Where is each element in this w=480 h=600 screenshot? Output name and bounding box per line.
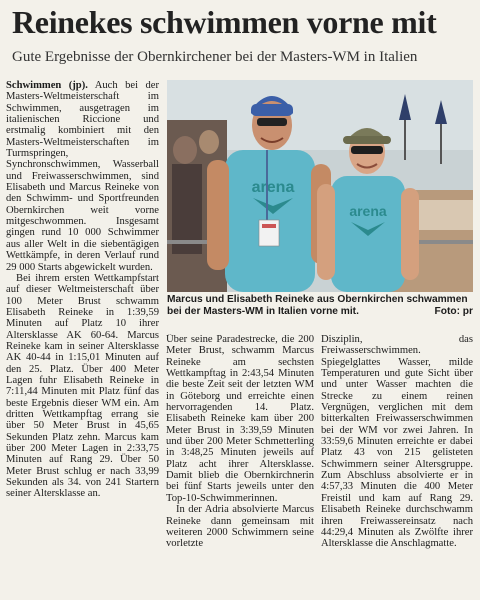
subheadline: Gute Ergebnisse der Obernkirchener bei der Masters-WM in Italien <box>12 49 418 65</box>
article-column-3 <box>321 334 473 598</box>
headline: Reinekes schwimmen vorne mit <box>12 4 437 40</box>
article-paragraph: Disziplin, das Freiwasserschwimmen. Spiegelglattes Wasser, milde Temperaturen und gute Sicht über und unter Wasser machten die Strecke zu einem reinen Vergnügen, verglichen mit dem bitterkalten Freiwasserschwimmen bei der WM vor zwei Jahren. In 33:59,6 Minuten erreichte er dabei Platz 43 von 215 gelisteten Schwimmern seiner Altersgruppe. Zum Abschluss absolvierte er in 4:57,33 Minuten die 400 Meter Freistil und kam auf Rang 29. Elisabeth Reineke durchschwamm ihren Freiwassereinsatz nach 44:29,4 Minuten als Zwölfte ihrer Altersklasse die Anschlagmatte. <box>321 334 473 550</box>
article-paragraph: In der Adria absolvierte Marcus Reineke dann gemeinsam mit weiteren 2000 Schwimmern seine vorletzte <box>166 504 314 550</box>
dateline: Schwimmen (jp). <box>6 80 88 91</box>
article-column-2 <box>166 334 314 598</box>
article-paragraph: Bei ihrem ersten Wettkampfstart auf dieser Weltmeisterschaft über 100 Meter Brust schwamm Elisabeth Reineke in 1:39,59 Minuten auf Platz 10 ihrer Altersklasse AK 60-64. Marcus Reineke kam in seiner Altersklasse AK 40-44 in 1:15,01 Minuten auf den 25. Platz. Über 400 Meter Lagen fuhr Elisabeth Reineke in 7:11,44 Minuten mit Platz fünf das beste Ergebnis dieser WM ein. Am dritten Wettkampftag errang sie über 50 Meter Brust in 45,65 Sekunden Platz zehn. Marcus kam über 200 Meter Lagen in 2:33,75 Minuten auf Rang 29. Über 50 Meter Brust schlug er nach 33,99 Sekunden als 34. von 241 Startern seiner Altersklasse an. <box>6 272 159 500</box>
shirt-logo-right: arena <box>349 203 387 219</box>
paragraph-text: Auch bei der Masters-Weltmeisterschaft im Schwimmen, ausgetragen im italienischen Riccione und erstmalig kombiniert mit den Masters-Weltmeisterschaften im Turmspringen, Synchronschwimmen, Wasserball und Freiwasserschwimmen, sind Elisabeth und Marcus Reineke von den Schwimm- und Sportfreunden Obernkirchen weit vorne mitgeschwommen. Insgesamt gingen rund 10 000 Schwimmer aus aller Welt in die siebentägigen Wettkämpfe, in deren Verlauf rund 29 000 Starts abgewickelt wurden. <box>6 80 159 273</box>
photo-credit: Foto: pr <box>434 306 473 318</box>
article-column-1 <box>6 80 159 598</box>
article-paragraph <box>6 80 159 273</box>
athletes-photo <box>167 80 473 292</box>
photo-caption <box>167 294 473 318</box>
caption-text: Marcus und Elisabeth Reineke aus Obernkirchen schwammen bei der Masters-WM in Italien vorne mit. <box>167 294 468 318</box>
article-paragraph: Über seine Paradestrecke, die 200 Meter Brust, schwamm Marcus Reineke am sechsten Wettkampftag in 2:43,54 Minuten die beste Zeit seit der letzten WM in Göteborg und erreichte einen hervorragenden 14. Platz. Elisabeth Reineke kam über 200 Meter Brust in 3:39,59 Minuten und über 200 Meter Schmetterling in 3:48,25 Minuten jeweils auf Platz acht ihrer Altersklasse. Damit blieb die Obernkirchnerin bei fünf Starts jeweils unter den Top-10-Schwimmerinnen. <box>166 334 314 504</box>
shirt-logo-left: arena <box>251 179 295 196</box>
photo-illustration <box>167 80 473 292</box>
